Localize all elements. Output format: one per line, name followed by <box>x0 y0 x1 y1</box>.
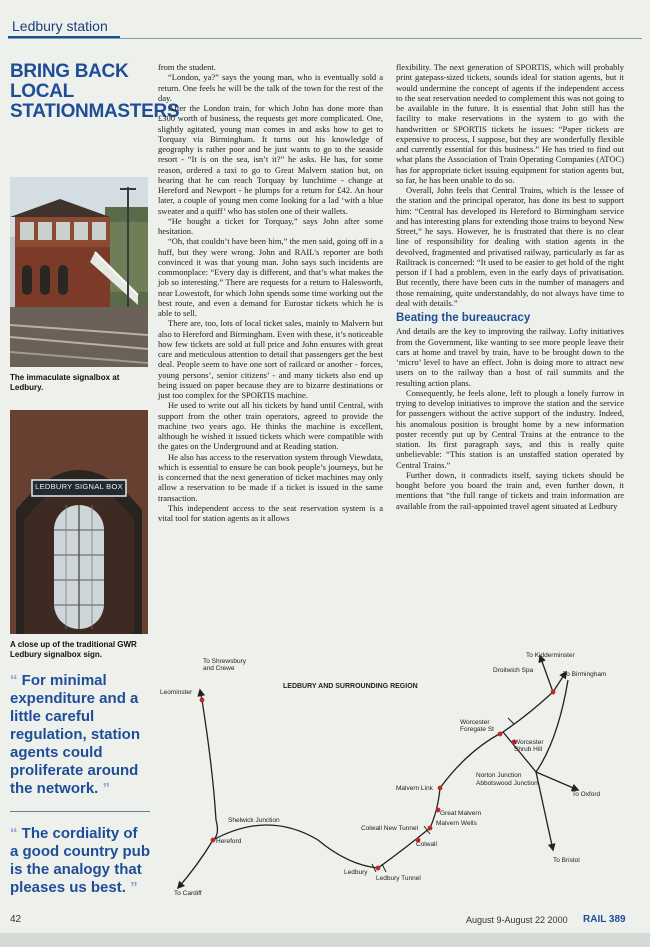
label-shrewsbury: To Shrewsbury <box>203 658 246 665</box>
station-hereford <box>211 838 216 843</box>
sign-caption: A close up of the traditional GWR Ledbury signalbox sign. <box>10 640 137 659</box>
paragraph: There are, too, lots of local ticket sales, mainly to Malvern but also to Hereford and Birmingham. Even with these, it’s noticeable how few tickets are sold at full price and John ensures with great care and meticulous attention to detail that passengers get the best deal. People seem to have one sort of railcard or another - forces, young persons’, senior citizens’ - and many tickets also end up being issued on paper because they are to bizarre destinations or just too complex for the SPORTIS machine. <box>158 318 383 400</box>
open-quote-icon: “ <box>10 825 22 842</box>
station-foregate-st <box>498 732 503 737</box>
pullquote-2 <box>10 825 150 897</box>
line-to-kidderminster <box>540 656 553 692</box>
label-worcester-sh: Worcester <box>514 739 544 746</box>
paragraph: And details are the key to improving the railway. Lofty initiatives from the Government, like wanting to see more people leave their cars at home and travel by train, have to be brought down to the ‘micro’ level to have an effect. John is doing more to attract new users on to the railway than a host of rail summits and the resulting action plans. <box>396 326 624 388</box>
sign-photo <box>10 410 148 634</box>
section-header: Ledbury station <box>8 17 120 38</box>
line-to-bristol <box>536 772 553 850</box>
magazine-issue: RAIL 389 <box>583 914 626 925</box>
paragraph: from the student. <box>158 62 216 72</box>
page-number: 42 <box>10 914 22 925</box>
label-great-malvern: Great Malvern <box>440 810 482 817</box>
label-cardiff: To Cardiff <box>174 890 202 897</box>
map-title: LEDBURY AND SURROUNDING REGION <box>283 683 418 690</box>
paragraph: Consequently, he feels alone, left to plough a lonely furrow in trying to develop initiatives to improve the station and the service for passengers without the active support of the industry. Indeed, his anomalous position is brought home by a new information poster recently put up by Central Trains at the entrance to the station. Its first paragraph says, and this is really quite unbelievable: “This station is an unstaffed station operated by Central Trains.” <box>396 387 624 470</box>
label-kidderminster: To Kidderminster <box>526 652 575 659</box>
station-ledbury <box>376 866 381 871</box>
header-rule <box>8 38 642 39</box>
label-worcester-fs: Worcester <box>460 719 490 726</box>
route-map-svg <box>158 650 628 905</box>
pullquote-2-text: The cordiality of a good country pub is the analogy that pleases us best. <box>10 825 150 896</box>
paragraph: After the London train, for which John has done more than £300 worth of business, the requests get more complicated. One, slightly agitated, young man comes in and asks how to get to Torquay via Birmingham. It turns out his knowledge of geography is rather poor and he just wants to go to the seaside resort - “It is on the sea, isn’t it?” he asks. He has, for some reason, ordered a taxi to go to Great Malvern station but, on hearing that he can reach Torquay by lunchtime - change at Hereford and Newport - he plumps for a return for £42. An hour later, a couple of young men come looking for a lad ‘with a blue sweater and a quiff’ who has stolen one of their wallets. <box>158 103 383 216</box>
label-malvern-link: Malvern Link <box>396 785 433 792</box>
label-leominster: Leominster <box>160 689 193 696</box>
pullquote-divider <box>10 811 150 812</box>
tunnel-markers <box>372 718 514 872</box>
label-colwall: Colwall <box>416 841 437 848</box>
label-birmingham: To Birmingham <box>563 671 607 678</box>
label-hereford: Hereford <box>216 838 242 845</box>
paragraph: Overall, John feels that Central Trains, which is the lessee of the station and the principal operator, has done its best to support him: “Central has developed its Hereford to Birmingham service and has interesting plans for extending those trains to beyond New Street,” he says. However, he is frustrated that there is no clear line of responsibility for dealing with station agents in the devolved, fragmented and privatised railway, particularly as far as Railtrack is concerned: “It used to be easier to get hold of the right person if I had a problem, even in the early days of privatisation. But recently, there have been cuts in the number of managers and those remaining, quite understandably, do not always have time to deal with details.” <box>396 185 624 308</box>
station-malvern-wells <box>428 826 433 831</box>
label-colwall-tunnel: Colwall New Tunnel <box>361 825 419 832</box>
paragraph: “London, ya?” says the young man, who is eventually sold a return. One feels he will be the talk of the town for the rest of the day. <box>158 72 383 103</box>
open-quote-icon: “ <box>10 672 22 689</box>
label-ledbury-tunnel: Ledbury Tunnel <box>376 875 421 882</box>
line-to-oxford <box>536 772 578 790</box>
line-hereford-ledbury <box>213 825 378 868</box>
line-worcester-droitwich <box>503 692 553 732</box>
paragraph: “Oh, that couldn’t have been him,” the men said, going off in a huff, but they were wrong. John and RAIL’s reporter are both convinced it was that young man. John says such incidents are commonplace: “Every day is different, and that’s what makes the job so interesting.” There are requests for a return to Halesworth, near Lowestoft, for which John spends some time working out the best route, and even a demand for Eurostar tickets which he is able to sell. <box>158 236 383 318</box>
label-abbotswood-junction: Abbotswood Junction <box>476 780 538 787</box>
line-to-cardiff <box>178 840 213 888</box>
station-droitwich <box>551 690 556 695</box>
label-worcester-sh2: Shrub Hill <box>514 746 543 753</box>
paragraph: This independent access to the seat reservation system is a vital tool for station agents as it allows <box>158 502 383 523</box>
label-norton-junction: Norton Junction <box>476 772 522 779</box>
headline: BRING BACK LOCAL STATIONMASTERS <box>10 61 180 122</box>
signalbox-photo <box>10 177 148 367</box>
paragraph: “He bought a ticket for Torquay,” says John after some hesitation. <box>158 215 383 236</box>
pullquote-1-text: For minimal expenditure and a little careful regulation, station agents could proliferate around the network. <box>10 672 141 797</box>
station-malvern-link <box>438 786 443 791</box>
label-crewe: and Crewe <box>203 665 235 672</box>
paragraph: Further down, it contradicts itself, saying tickets should be bought before you board the train and, even further down, it mentions that “the full range of tickets and train information are available from the rail-appointed travel agent situated at Ledbury <box>396 469 624 511</box>
article-column-3 <box>396 62 624 511</box>
label-oxford: To Oxford <box>572 791 601 798</box>
close-quote-icon: ” <box>98 780 111 797</box>
signalbox-caption: The immaculate signalbox at Ledbury. <box>10 373 120 392</box>
route-map <box>158 650 628 905</box>
paragraph: He used to write out all his tickets by hand until Central, with support from the other train operators, agreed to provide the machine two years ago. He thinks the machine is excellent, although he wished it issued tickets which were compatible with the gates on the Underground and at Reading station. <box>158 400 383 452</box>
pullquote-1 <box>10 672 150 798</box>
label-worcester-fs2: Foregate St <box>460 726 494 733</box>
paragraph: flexibility. The next generation of SPORTIS, which will probably print gatepass-sized tickets, sounds ideal for station agents, but it would undermine the concept of agents if the independent access to the seat reservation needed to complement this was not going to be available in the future. It is essential that John still has the facility to make reservations in the system to go with the handwritten or SPORTIS tickets he issues: “Paper tickets are expensive to process, I suppose, but they are wonderfully flexible and currently essential for this business.” He has tried to find out what plans the Association of Train Operating Companies (ATOC) has for appropriate ticket issuing equipment for station agents but, so far, he has been unable to do so. <box>396 62 624 185</box>
page-bottom-edge <box>0 933 650 947</box>
station-leominster <box>200 698 205 703</box>
label-malvern-wells: Malvern Wells <box>436 820 477 827</box>
article-column-2 <box>158 62 383 523</box>
close-quote-icon: ” <box>125 879 138 896</box>
label-bristol: To Bristol <box>553 857 580 864</box>
issue-dates: August 9-August 22 2000 <box>466 915 568 925</box>
label-droitwich: Droitwich Spa <box>493 667 534 674</box>
label-ledbury: Ledbury <box>344 869 368 876</box>
subheading: Beating the bureaucracy <box>396 312 531 324</box>
paragraph: He also has access to the reservation system through Viewdata, which is essential to ensure he can book people’s journeys, but he is concerned that the next generation of ticket machines may only allow a reservation to be made if a ticket is issued in the same transaction. <box>158 451 383 503</box>
signalbox-sign-text: LEDBURY SIGNAL BOX <box>35 482 123 491</box>
label-shelwick-junction: Shelwick Junction <box>228 817 280 824</box>
line-leominster-hereford <box>202 700 217 840</box>
